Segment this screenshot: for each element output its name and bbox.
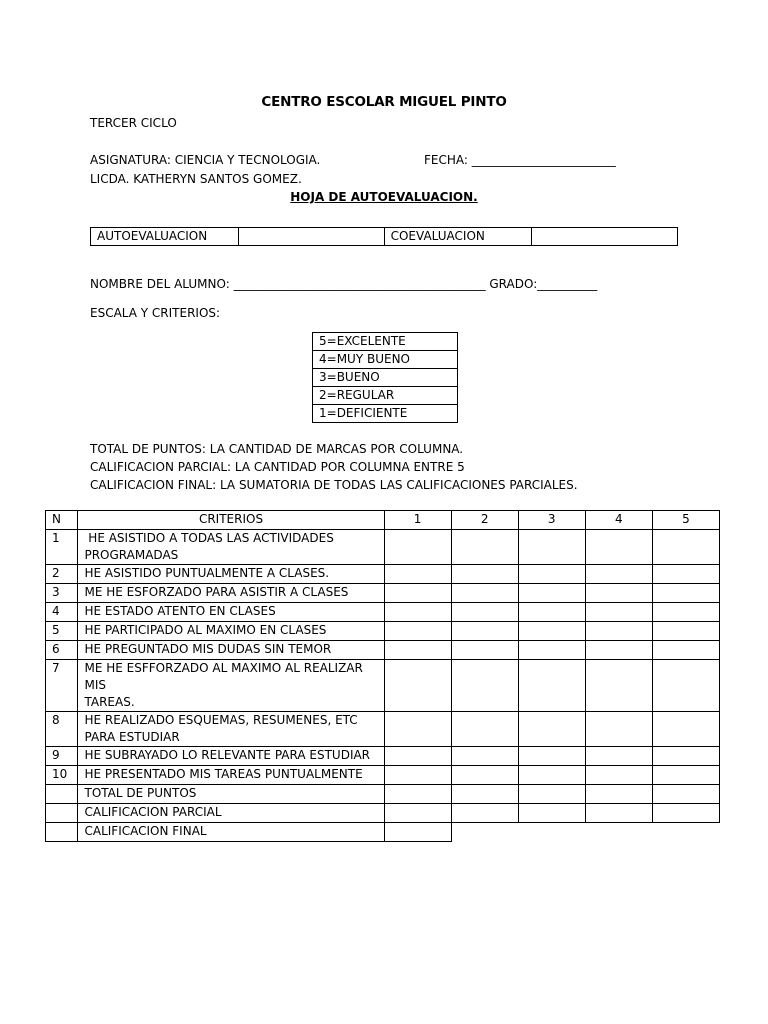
criterion-text: HE PARTICIPADO AL MAXIMO EN CLASES [78, 622, 384, 641]
score-cell[interactable] [518, 584, 585, 603]
partial-grade-row [46, 804, 720, 823]
table-row [46, 747, 720, 766]
header-score-3: 3 [518, 511, 585, 530]
header-score-4: 4 [585, 511, 652, 530]
school-title: CENTRO ESCOLAR MIGUEL PINTO [261, 94, 507, 110]
score-cell[interactable] [384, 766, 451, 785]
score-cell[interactable] [451, 785, 518, 804]
teacher-label: LICDA. KATHERYN SANTOS GOMEZ. [90, 172, 302, 186]
criterion-line: ME HE ESFFORZADO AL MAXIMO AL REALIZAR MIS [84, 661, 363, 692]
criterion-line: PARA ESTUDIAR [84, 730, 180, 744]
header-score-1: 1 [384, 511, 451, 530]
score-cell[interactable] [518, 622, 585, 641]
score-cell[interactable] [652, 641, 719, 660]
table-row [46, 530, 720, 565]
date-field: FECHA: ________________________ [424, 153, 616, 167]
table-row [46, 565, 720, 584]
instruction-total: TOTAL DE PUNTOS: LA CANTIDAD DE MARCAS POR COLUMNA. [90, 442, 464, 456]
table-row [46, 622, 720, 641]
scale-item: 1=DEFICIENTE [313, 405, 458, 423]
score-cell[interactable] [384, 584, 451, 603]
criterion-line: HE REALIZADO ESQUEMAS, RESUMENES, ETC [84, 713, 358, 727]
score-cell[interactable] [585, 530, 652, 565]
score-cell[interactable] [518, 785, 585, 804]
header-n: N [46, 511, 78, 530]
row-number: 7 [46, 660, 78, 712]
scale-item: 3=BUENO [313, 369, 458, 387]
table-row [46, 603, 720, 622]
score-cell[interactable] [451, 565, 518, 584]
score-cell[interactable] [585, 766, 652, 785]
row-number: 1 [46, 530, 78, 565]
instruction-partial: CALIFICACION PARCIAL: LA CANTIDAD POR COLUMNA ENTRE 5 [90, 460, 465, 474]
row-number: 8 [46, 712, 78, 747]
score-cell[interactable] [451, 747, 518, 766]
score-cell[interactable] [451, 766, 518, 785]
total-points-label: TOTAL DE PUNTOS [78, 785, 384, 804]
header-score-2: 2 [451, 511, 518, 530]
header-score-5: 5 [652, 511, 719, 530]
final-grade-row [46, 823, 720, 842]
row-number [46, 804, 78, 823]
scale-label: ESCALA Y CRITERIOS: [90, 306, 221, 320]
table-row [46, 584, 720, 603]
header-criteria: CRITERIOS [78, 511, 384, 530]
row-number: 3 [46, 584, 78, 603]
row-number: 6 [46, 641, 78, 660]
score-cell[interactable] [518, 641, 585, 660]
score-cell[interactable] [451, 530, 518, 565]
sheet-title: HOJA DE AUTOEVALUACION. [290, 190, 478, 204]
row-number: 4 [46, 603, 78, 622]
score-cell[interactable] [384, 641, 451, 660]
score-cell[interactable] [518, 530, 585, 565]
score-cell[interactable] [518, 766, 585, 785]
score-cell[interactable] [518, 747, 585, 766]
cycle-label: TERCER CICLO [90, 116, 177, 130]
score-cell[interactable] [518, 712, 585, 747]
row-number: 2 [46, 565, 78, 584]
score-cell[interactable] [384, 804, 451, 823]
score-cell[interactable] [585, 622, 652, 641]
table-header-row [46, 511, 720, 530]
scale-table [312, 332, 458, 423]
criterion-text: HE SUBRAYADO LO RELEVANTE PARA ESTUDIAR [78, 747, 384, 766]
criteria-table [45, 510, 720, 842]
score-cell[interactable] [384, 530, 451, 565]
criterion-text [78, 530, 384, 565]
criterion-line: HE ASISTIDO A TODAS LAS ACTIVIDADES [84, 531, 334, 545]
criterion-text [78, 712, 384, 747]
score-cell[interactable] [652, 622, 719, 641]
score-cell[interactable] [652, 804, 719, 823]
criterion-line: PROGRAMADAS [84, 548, 179, 562]
score-cell[interactable] [585, 785, 652, 804]
final-grade-label: CALIFICACION FINAL [78, 823, 384, 842]
score-cell[interactable] [585, 584, 652, 603]
criterion-line: TAREAS. [84, 695, 135, 709]
empty-space [451, 823, 518, 842]
score-cell[interactable] [585, 660, 652, 712]
row-number: 9 [46, 747, 78, 766]
table-row [46, 660, 720, 712]
score-cell[interactable] [384, 622, 451, 641]
score-cell[interactable] [585, 712, 652, 747]
score-cell[interactable] [652, 785, 719, 804]
criterion-text [78, 660, 384, 712]
score-cell[interactable] [451, 712, 518, 747]
score-cell[interactable] [451, 603, 518, 622]
student-name-line: NOMBRE DEL ALUMNO: __________________________________________ GRADO:__________ [90, 277, 598, 291]
score-cell[interactable] [652, 603, 719, 622]
score-cell[interactable] [451, 622, 518, 641]
score-cell[interactable] [518, 804, 585, 823]
table-row [46, 712, 720, 747]
score-cell[interactable] [384, 785, 451, 804]
autoevaluacion-box [238, 228, 384, 246]
score-cell[interactable] [652, 747, 719, 766]
scale-item: 4=MUY BUENO [313, 351, 458, 369]
row-number [46, 785, 78, 804]
score-cell[interactable] [585, 603, 652, 622]
score-cell[interactable] [451, 804, 518, 823]
empty-space [518, 823, 585, 842]
score-cell[interactable] [384, 747, 451, 766]
coevaluacion-box [531, 228, 677, 246]
criterion-text: HE ESTADO ATENTO EN CLASES [78, 603, 384, 622]
score-cell[interactable] [518, 603, 585, 622]
coevaluacion-label: COEVALUACION [384, 228, 531, 246]
total-points-row [46, 785, 720, 804]
score-cell[interactable] [652, 530, 719, 565]
score-cell[interactable] [652, 565, 719, 584]
score-cell[interactable] [384, 603, 451, 622]
instruction-final: CALIFICACION FINAL: LA SUMATORIA DE TODAS LAS CALIFICACIONES PARCIALES. [90, 478, 578, 492]
final-grade-cell[interactable] [384, 823, 451, 842]
score-cell[interactable] [384, 712, 451, 747]
scale-item: 5=EXCELENTE [313, 333, 458, 351]
score-cell[interactable] [652, 712, 719, 747]
table-row [46, 641, 720, 660]
score-cell[interactable] [384, 660, 451, 712]
empty-space [652, 823, 719, 842]
row-number: 10 [46, 766, 78, 785]
score-cell[interactable] [652, 584, 719, 603]
autoevaluacion-label: AUTOEVALUACION [91, 228, 239, 246]
row-number [46, 823, 78, 842]
score-cell[interactable] [451, 660, 518, 712]
score-cell[interactable] [451, 584, 518, 603]
table-row [46, 766, 720, 785]
partial-grade-label: CALIFICACION PARCIAL [78, 804, 384, 823]
score-cell[interactable] [384, 565, 451, 584]
subject-label: ASIGNATURA: CIENCIA Y TECNOLOGIA. [90, 153, 321, 167]
criterion-text: ME HE ESFORZADO PARA ASISTIR A CLASES [78, 584, 384, 603]
score-cell[interactable] [585, 747, 652, 766]
score-cell[interactable] [518, 660, 585, 712]
score-cell[interactable] [652, 660, 719, 712]
score-cell[interactable] [585, 804, 652, 823]
criterion-text: HE PRESENTADO MIS TAREAS PUNTUALMENTE [78, 766, 384, 785]
scale-item: 2=REGULAR [313, 387, 458, 405]
empty-space [585, 823, 652, 842]
score-cell[interactable] [652, 766, 719, 785]
criterion-text: HE PREGUNTADO MIS DUDAS SIN TEMOR [78, 641, 384, 660]
score-cell[interactable] [585, 641, 652, 660]
row-number: 5 [46, 622, 78, 641]
evaluation-type-table [90, 227, 678, 246]
score-cell[interactable] [451, 641, 518, 660]
score-cell[interactable] [518, 565, 585, 584]
criterion-text: HE ASISTIDO PUNTUALMENTE A CLASES. [78, 565, 384, 584]
score-cell[interactable] [585, 565, 652, 584]
